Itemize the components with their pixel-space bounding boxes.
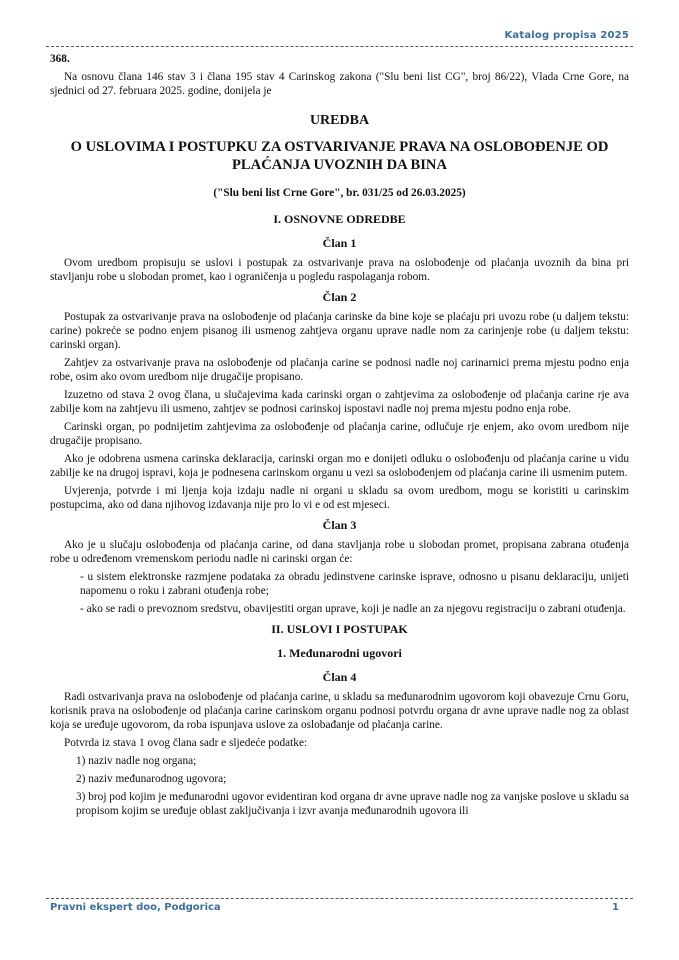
- article-2-paragraph-2: Zahtjev za ostvarivanje prava na oslobođenje od plaćanja carine se podnosi nadle noj carinarnici prema mjestu podno enja robe, osim ako ovom uredbom nije drugačije propisano.: [50, 357, 629, 383]
- footer-divider: [46, 898, 633, 899]
- document-body: [50, 52, 629, 822]
- header-divider: [46, 46, 633, 47]
- article-2-paragraph-1: Postupak za ostvarivanje prava na oslobođenje od plaćanja carinske da bine koje se plaćaju pri uvozu robe (u daljem tekstu: carine) pokreće se podno enjem pisanog ili usmenog zahtjeva organu uprave nadle nom za carinjenje robe (u daljem tekstu: carinski organ).: [50, 311, 629, 351]
- document-subtitle: O USLOVIMA I POSTUPKU ZA OSTVARIVANJE PRAVA NA OSLOBOĐENJE OD PLAĆANJA UVOZNIH DA BINA: [70, 139, 609, 173]
- article-3-bullet-1: - u sistem elektronske razmjene podataka za obradu jedinstvene carinske isprave, odnosno u pisanu deklaraciju, unijeti napomenu o roku i zabrani otuđenja robe;: [80, 571, 629, 597]
- publisher-footer: Pravni ekspert doo, Podgorica: [50, 902, 221, 913]
- preamble: Na osnovu člana 146 stav 3 i člana 195 stav 4 Carinskog zakona ("Slu beni list CG", broj 86/22), Vlada Crne Gore, na sjednici od 27. februara 2025. godine, donijela je: [50, 71, 629, 97]
- article-4-paragraph-1: Radi ostvarivanja prava na oslobođenje od plaćanja carine, u skladu sa međunarodnim ugovorom koji obavezuje Crnu Goru, korisnik prava na oslobođenje od plaćanja carine carinskom organu podnosi potvrdu organa dr avne uprave nadle nog za oblast koja se uređuje ugovorom, da roba ispunjava uslove za oslobađanje od plaćanja carine.: [50, 691, 629, 731]
- subsection-heading-1: 1. Međunarodni ugovori: [277, 646, 402, 660]
- article-2-paragraph-6: Uvjerenja, potvrde i mi ljenja koja izdaju nadle ni organi u skladu sa ovom uredbom, mogu se koristiti u carinskim postupcima, ako od dana njihovog izdavanja nije pro lo vi e od est mjeseci.: [50, 485, 629, 511]
- article-2-paragraph-3: Izuzetno od stava 2 ovog člana, u slučajevima kada carinski organ o zahtjevima za oslobođenje od plaćanja carine rje ava zabilje kom na zahtjevu ili usmeno, zahtjev se podnosi carinskoj ispostavi nadle noj prema mjestu podno enja robe.: [50, 389, 629, 415]
- document-title: UREDBA: [309, 113, 370, 128]
- page-number: 1: [612, 902, 619, 913]
- article-1-heading: Član 1: [322, 236, 357, 250]
- article-3-heading: Član 3: [322, 518, 357, 532]
- document-number: 368.: [50, 53, 70, 65]
- article-4-item-3: 3) broj pod kojim je međunarodni ugovor evidentiran kod organa dr avne uprave nadle nog za vanjske poslove u skladu sa propisom kojim se uređuje oblast zaključivanja i izvr avanja međunarodnih ugovora ili: [76, 791, 629, 817]
- article-4-paragraph-2: Potvrda iz stava 1 ovog člana sadr e sljedeće podatke:: [64, 737, 308, 749]
- article-2-paragraph-4: Carinski organ, po podnijetim zahtjevima za oslobođenje od plaćanja carine, odlučuje rje enjem, ako ovom uredbom nije drugačije propisano.: [50, 421, 629, 447]
- article-1-paragraph: Ovom uredbom propisuju se uslovi i postupak za ostvarivanje prava na oslobođenje od plaćanja uvoznih da bina pri stavljanju robe u slobodan promet, kao i ograničenja u pogledu raspolaganja robom.: [50, 257, 629, 283]
- article-3-paragraph-1: Ako je u slučaju oslobođenja od plaćanja carine, od dana stavljanja robe u slobodan promet, propisana zabrana otuđenja robe u određenom vremenskom periodu nadle ni carinski organ će:: [50, 539, 629, 565]
- section-heading-2: II. USLOVI I POSTUPAK: [271, 622, 408, 636]
- catalog-header: Katalog propisa 2025: [504, 30, 629, 41]
- gazette-reference: ("Slu beni list Crne Gore", br. 031/25 od 26.03.2025): [213, 187, 466, 199]
- article-2-paragraph-5: Ako je odobrena usmena carinska deklaracija, carinski organ mo e donijeti odluku o oslobođenju od plaćanja carine u vidu zabilje ke na drugoj ispravi, koja je podnesena carinskom organu u vezi sa oslobođenjem od plaćanja carine ili usmenim putem.: [50, 453, 629, 479]
- article-4-item-1: 1) naziv nadle nog organa;: [76, 755, 197, 767]
- article-2-heading: Član 2: [322, 290, 357, 304]
- article-3-bullet-2: - ako se radi o prevoznom sredstvu, obavijestiti organ uprave, koji je nadle an za njegovu registraciju o zabrani otuđenja.: [80, 603, 626, 615]
- article-4-heading: Član 4: [322, 670, 357, 684]
- section-heading-1: I. OSNOVNE ODREDBE: [273, 212, 406, 226]
- article-4-item-2: 2) naziv međunarodnog ugovora;: [76, 773, 227, 785]
